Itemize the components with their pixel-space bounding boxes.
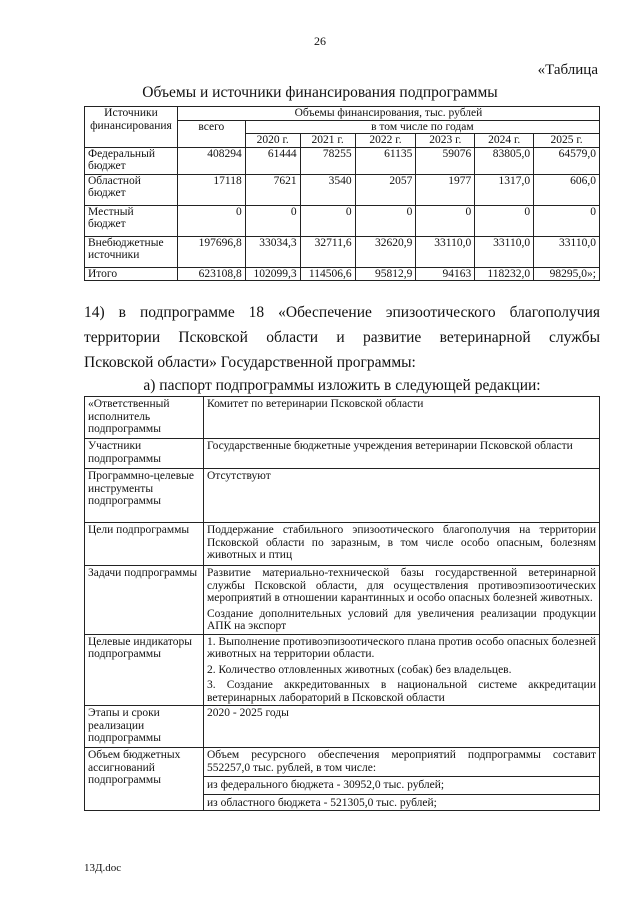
passport-table: [84, 396, 600, 811]
row-label: Цели подпрограммы: [85, 523, 204, 566]
row-label: Областной бюджет: [85, 174, 178, 205]
cell: 59076: [416, 147, 475, 174]
cell: 61135: [355, 147, 416, 174]
year-2022: 2022 г.: [355, 134, 416, 148]
cell: 33110,0: [475, 236, 534, 267]
cell: 17118: [177, 174, 245, 205]
cell: 33110,0: [416, 236, 475, 267]
header-years: в том числе по годам: [245, 120, 599, 134]
paragraph-line: 2. Количество отловленных животных (собак) без владельцев.: [207, 663, 512, 676]
paragraph-line: Создание дополнительных условий для увеличения реализации продукции АПК на экспорт: [207, 607, 596, 632]
cell: 0: [245, 205, 300, 236]
cell: 606,0: [534, 174, 600, 205]
cell: 0: [534, 205, 600, 236]
cell: 2057: [355, 174, 416, 205]
cell: Поддержание стабильного эпизоотического благополучия на территории Псковской области по заразным, в том числе особо опасным, болезням животных и птиц: [204, 523, 600, 566]
cell: 0: [475, 205, 534, 236]
cell: 623108,8: [177, 267, 245, 281]
header-volume: Объемы финансирования, тыс. рублей: [177, 107, 599, 121]
row-label: Итого: [85, 267, 178, 281]
year-2021: 2021 г.: [300, 134, 355, 148]
cell: [204, 634, 600, 706]
table-row: [85, 469, 600, 523]
table-row: [85, 174, 600, 205]
cell: 7621: [245, 174, 300, 205]
paragraph-line: территории Псковской области и развитие ветеринарной службы: [84, 329, 600, 346]
year-2023: 2023 г.: [416, 134, 475, 148]
paragraph-line: Объем ресурсного обеспечения мероприятий подпрограммы составит 552257,0 тыс. рублей, в том числе:: [207, 749, 596, 774]
cell: Комитет по ветеринарии Псковской области: [204, 397, 600, 439]
table-title: Объемы и источники финансирования подпрограммы: [142, 84, 498, 101]
row-label: «Ответственный исполнитель подпрограммы: [85, 397, 204, 439]
table-row: [85, 748, 600, 811]
table-row: [85, 267, 600, 281]
paragraph-line: 1. Выполнение противоэпизоотического плана против особо опасных болезней животных на территории области.: [207, 635, 596, 660]
cell: 32711,6: [300, 236, 355, 267]
table-row: [85, 205, 600, 236]
table-row: [85, 706, 600, 748]
paragraph-line: 14) в подпрограмме 18 «Обеспечение эпизоотического благополучия: [84, 304, 600, 321]
header-source: Источники финансирования: [85, 107, 178, 148]
paragraph-subprogram-18: [84, 300, 600, 375]
row-label: Программно-целевые инструменты подпрограммы: [85, 469, 204, 523]
cell: 95812,9: [355, 267, 416, 281]
row-label: Федеральный бюджет: [85, 147, 178, 174]
table-mark: «Таблица: [537, 62, 598, 78]
financing-table: [84, 106, 600, 281]
year-2020: 2020 г.: [245, 134, 300, 148]
paragraph-line: 3. Создание аккредитованных в национальной системе аккредитации ветеринарных лабораторий в Псковской области: [207, 679, 596, 704]
cell: 0: [300, 205, 355, 236]
row-label: Участники подпрограммы: [85, 439, 204, 469]
cell: 1317,0: [475, 174, 534, 205]
table-row: [85, 147, 600, 174]
cell: 83805,0: [475, 147, 534, 174]
paragraph-passport-intro: а) паспорт подпрограммы изложить в следующей редакции:: [143, 377, 541, 394]
paragraph-line: Псковской области» Государственной программы:: [84, 354, 416, 371]
header-total: всего: [177, 120, 245, 147]
cell: 0: [416, 205, 475, 236]
cell: 78255: [300, 147, 355, 174]
cell: Государственные бюджетные учреждения ветеринарии Псковской области: [204, 439, 600, 469]
year-2024: 2024 г.: [475, 134, 534, 148]
table-row: [85, 439, 600, 469]
cell: 102099,3: [245, 267, 300, 281]
cell: 32620,9: [355, 236, 416, 267]
paragraph-line: Развитие материально-технической базы государственной ветеринарной службы Псковской области, для осуществления противоэпизоотических мероприятий в отношении карантинных и особо опасных болезней животных.: [207, 567, 596, 604]
table-row: [85, 236, 600, 267]
cell: 118232,0: [475, 267, 534, 281]
cell: 61444: [245, 147, 300, 174]
cell: 33034,3: [245, 236, 300, 267]
cell: 3540: [300, 174, 355, 205]
row-label: Этапы и сроки реализации подпрограммы: [85, 706, 204, 748]
paragraph-line: из областного бюджета - 521305,0 тыс. рублей;: [204, 794, 599, 810]
cell: 0: [177, 205, 245, 236]
table-row: [85, 397, 600, 439]
cell: 408294: [177, 147, 245, 174]
cell: 64579,0: [534, 147, 600, 174]
table-row: [85, 634, 600, 706]
page-number: 26: [314, 34, 326, 48]
cell: [204, 748, 600, 811]
cell: 98295,0»;: [534, 267, 600, 281]
row-label: Задачи подпрограммы: [85, 566, 204, 635]
row-label: Местный бюджет: [85, 205, 178, 236]
cell: 0: [355, 205, 416, 236]
row-label: Объем бюджетных ассигнований подпрограммы: [85, 748, 204, 811]
cell: [204, 566, 600, 635]
cell: 94163: [416, 267, 475, 281]
table-row: [85, 523, 600, 566]
row-label: Внебюджетные источники: [85, 236, 178, 267]
cell: 114506,6: [300, 267, 355, 281]
cell: Отсутствуют: [204, 469, 600, 523]
footer-filename: 13Д.doc: [84, 862, 122, 874]
paragraph-line: из федерального бюджета - 30952,0 тыс. рублей;: [204, 776, 599, 792]
table-row: [85, 566, 600, 635]
cell: 1977: [416, 174, 475, 205]
cell: 2020 - 2025 годы: [204, 706, 600, 748]
cell: 33110,0: [534, 236, 600, 267]
cell: 197696,8: [177, 236, 245, 267]
year-2025: 2025 г.: [534, 134, 600, 148]
row-label: Целевые индикаторы подпрограммы: [85, 634, 204, 706]
